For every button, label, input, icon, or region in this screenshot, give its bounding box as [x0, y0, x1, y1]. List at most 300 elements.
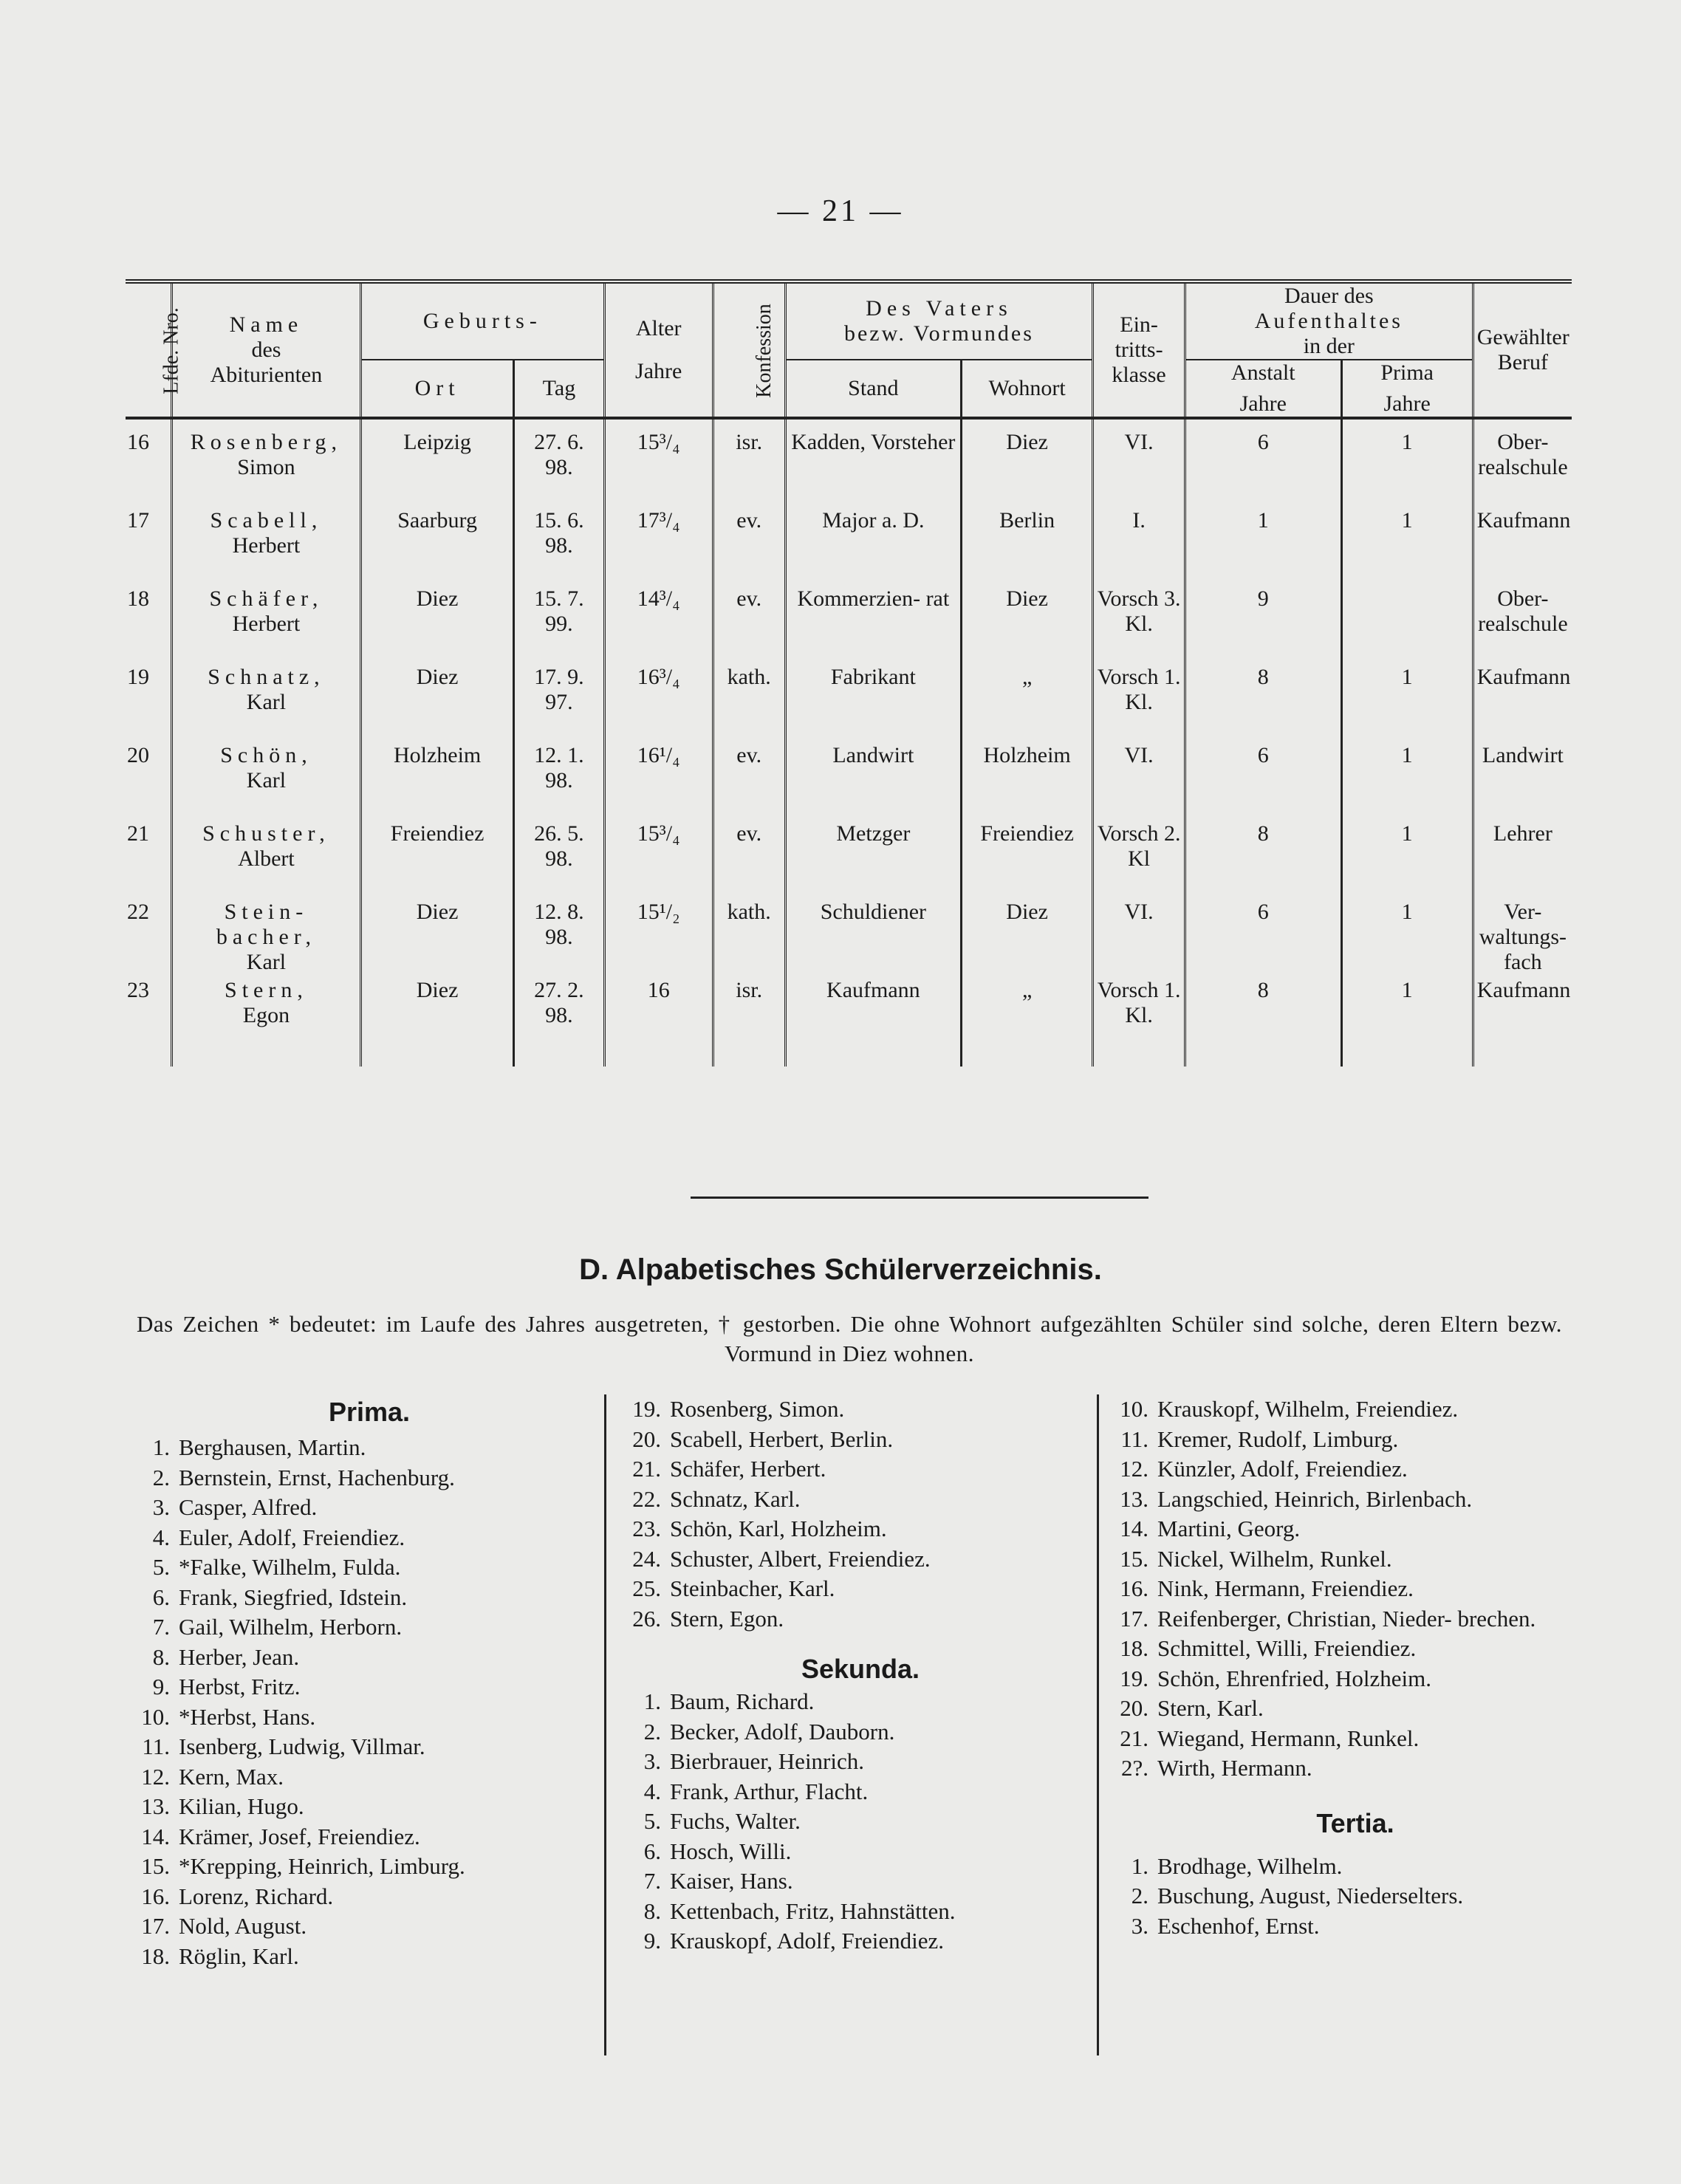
item-name: Steinbacher, Karl. — [670, 1575, 835, 1601]
header-konfession: Konfession — [713, 281, 785, 418]
table-row — [126, 665, 1572, 743]
list-item — [631, 1485, 1089, 1515]
cell-surname: Schuster, — [202, 821, 330, 846]
item-name: Isenberg, Ludwig, Villmar. — [179, 1733, 425, 1759]
item-name: Martini, Georg. — [1157, 1516, 1301, 1541]
item-name: Wirth, Hermann. — [1157, 1755, 1312, 1781]
item-name: Euler, Adolf, Freiendiez. — [179, 1524, 405, 1550]
item-number: 9. — [643, 1928, 661, 1954]
item-number: 16. — [1120, 1575, 1148, 1601]
item-name: Scabell, Herbert, Berlin. — [670, 1425, 894, 1452]
column-divider — [1097, 1394, 1099, 2055]
item-number: 3. — [643, 1748, 661, 1774]
cell-alter: 14³/₄ — [604, 586, 713, 665]
cell-alter: 15¹/₂ — [604, 900, 713, 978]
item-number: 15. — [1120, 1545, 1148, 1572]
item-name: Langschied, Heinrich, Birlenbach. — [1157, 1485, 1473, 1512]
cell-name — [171, 978, 360, 1067]
item-name: Frank, Siegfried, Idstein. — [179, 1584, 408, 1610]
list-item — [1119, 1911, 1592, 1942]
header-ort: Ort — [361, 360, 514, 418]
prima-heading: Prima. — [328, 1397, 411, 1427]
cell-name — [171, 418, 360, 508]
cell-prima: 1 — [1341, 665, 1473, 743]
item-number: 6. — [643, 1838, 661, 1864]
item-number: 5. — [152, 1554, 170, 1580]
cell-prima: 1 — [1341, 978, 1473, 1067]
item-number: 13. — [1120, 1485, 1148, 1512]
list-item — [631, 1514, 1089, 1544]
cell-stand: Schuldiener — [785, 900, 961, 978]
header-beruf: Gewählter Beruf — [1473, 281, 1572, 418]
item-name: Schön, Karl, Holzheim. — [670, 1516, 887, 1541]
item-number: 8. — [152, 1643, 170, 1670]
cell-tag: 12. 8. 98. — [514, 900, 605, 978]
list-item — [1119, 1514, 1592, 1544]
column-divider — [604, 1394, 606, 2055]
item-number: 9. — [152, 1674, 170, 1699]
cell-prima: 1 — [1341, 743, 1473, 821]
cell-tag: 27. 2. 98. — [514, 978, 605, 1067]
cell-nr: 23 — [127, 978, 149, 1002]
item-number: 6. — [152, 1584, 170, 1610]
list-item — [140, 1463, 583, 1493]
item-number: 2. — [1131, 1883, 1148, 1909]
cell-prima: 1 — [1341, 418, 1473, 508]
item-number: 4. — [643, 1778, 661, 1804]
cell-prima: 1 — [1341, 821, 1473, 900]
list-item — [631, 1747, 1089, 1777]
item-number: 21. — [1120, 1725, 1148, 1751]
item-name: Fuchs, Walter. — [670, 1808, 801, 1834]
item-name: Kremer, Rudolf, Limburg. — [1157, 1425, 1399, 1452]
item-number: 24. — [632, 1545, 661, 1572]
list-item — [1119, 1425, 1592, 1455]
item-number: 8. — [643, 1897, 661, 1924]
cell-stand: Major a. D. — [785, 508, 961, 586]
cell-alter: 16³/₄ — [604, 665, 713, 743]
list-item — [1119, 1753, 1592, 1784]
item-name: Kettenbach, Fritz, Hahnstätten. — [670, 1897, 956, 1924]
item-name: Krauskopf, Wilhelm, Freiendiez. — [1157, 1396, 1459, 1422]
cell-beruf: Lehrer — [1473, 821, 1572, 900]
cell-anstalt: 9 — [1185, 586, 1341, 665]
column-2 — [631, 1394, 1089, 1957]
list-item — [140, 1882, 583, 1912]
item-name: Herber, Jean. — [179, 1643, 300, 1670]
cell-stand: Fabrikant — [785, 665, 961, 743]
cell-ort: Holzheim — [361, 743, 514, 821]
item-number: 10. — [1120, 1396, 1148, 1422]
cell-firstname: Karl — [246, 768, 287, 793]
cell-eintritt: I. — [1093, 508, 1185, 586]
item-number: 16. — [141, 1883, 170, 1909]
cell-name — [171, 900, 360, 978]
cell-ort: Freiendiez — [361, 821, 514, 900]
list-item — [631, 1926, 1089, 1957]
cell-wohnort: Holzheim — [962, 743, 1093, 821]
section-divider — [691, 1197, 1148, 1199]
cell-beruf: Kaufmann — [1473, 665, 1572, 743]
cell-anstalt: 8 — [1185, 978, 1341, 1067]
list-item — [631, 1777, 1089, 1807]
item-name: Schuster, Albert, Freiendiez. — [670, 1545, 931, 1572]
list-item — [1119, 1881, 1592, 1911]
cell-surname: Schön, — [220, 743, 312, 767]
list-item — [140, 1672, 583, 1702]
item-number: 1. — [1131, 1852, 1148, 1879]
item-name: Schäfer, Herbert. — [670, 1456, 826, 1482]
item-name: *Falke, Wilhelm, Fulda. — [179, 1554, 401, 1580]
item-name: *Krepping, Heinrich, Limburg. — [179, 1853, 465, 1879]
item-name: Lorenz, Richard. — [179, 1883, 334, 1909]
item-name: Kaiser, Hans. — [670, 1868, 793, 1894]
section-title: D. Alpabetisches Schülerverzeichnis. — [579, 1253, 1102, 1286]
item-name: Eschenhof, Ernst. — [1157, 1912, 1320, 1939]
table-row — [126, 743, 1572, 821]
item-number: 17. — [141, 1913, 170, 1939]
cell-surname: Stern, — [225, 978, 308, 1002]
cell-surname: Scabell, — [210, 508, 323, 533]
item-name: Stern, Egon. — [670, 1605, 784, 1632]
list-item — [1119, 1852, 1592, 1882]
cell-firstname: Herbert — [232, 612, 301, 636]
item-name: Nold, August. — [179, 1913, 307, 1939]
list-item — [631, 1425, 1089, 1455]
cell-stand: Landwirt — [785, 743, 961, 821]
cell-wohnort: Diez — [962, 418, 1093, 508]
item-number: 10. — [141, 1703, 170, 1730]
cell-wohnort: Freiendiez — [962, 821, 1093, 900]
cell-alter: 16 — [604, 978, 713, 1067]
item-number: 2. — [643, 1718, 661, 1745]
cell-nr: 18 — [127, 586, 149, 611]
prima-list — [140, 1433, 583, 1971]
cell-nr: 19 — [127, 665, 149, 689]
cell-stand: Kommerzien- rat — [785, 586, 961, 665]
tertia-heading: Tertia. — [1316, 1807, 1394, 1838]
item-number: 7. — [643, 1868, 661, 1894]
item-number: 22. — [632, 1485, 661, 1512]
cell-anstalt: 8 — [1185, 665, 1341, 743]
cell-name — [171, 821, 360, 900]
cell-name — [171, 743, 360, 821]
sekunda-list — [631, 1687, 1089, 1957]
item-number: 19. — [632, 1396, 661, 1422]
cell-nr: 17 — [127, 508, 149, 533]
cell-konfession: kath. — [713, 900, 785, 978]
item-name: Kilian, Hugo. — [179, 1793, 304, 1819]
item-number: 20. — [632, 1425, 661, 1452]
item-number: 14. — [141, 1823, 170, 1849]
page-number: — 21 — — [777, 194, 904, 228]
cell-prima — [1341, 586, 1473, 665]
list-item — [1119, 1574, 1592, 1604]
item-number: 4. — [152, 1524, 170, 1550]
item-number: 2?. — [1120, 1755, 1148, 1781]
table-row — [126, 418, 1572, 508]
item-number: 14. — [1120, 1516, 1148, 1541]
cell-stand: Kadden, Vorsteher — [785, 418, 961, 508]
cell-konfession: isr. — [713, 418, 785, 508]
cell-ort: Diez — [361, 665, 514, 743]
cell-beruf: Ober- realschule — [1473, 418, 1572, 508]
list-item — [631, 1544, 1089, 1575]
list-item — [1119, 1634, 1592, 1664]
cell-wohnort: Diez — [962, 900, 1093, 978]
cell-surname: Rosenberg, — [190, 430, 343, 454]
list-item — [140, 1762, 583, 1793]
cell-nr: 22 — [127, 900, 149, 924]
column-1 — [140, 1394, 583, 1971]
item-name: Berghausen, Martin. — [179, 1434, 366, 1460]
cell-prima: 1 — [1341, 900, 1473, 978]
list-item — [631, 1807, 1089, 1837]
cell-ort: Diez — [361, 586, 514, 665]
header-eintritt: Ein- tritts- klasse — [1093, 281, 1185, 418]
cell-firstname: Herbert — [232, 533, 301, 558]
cell-tag: 15. 6. 98. — [514, 508, 605, 586]
header-wohnort: Wohnort — [962, 360, 1093, 418]
list-item — [631, 1454, 1089, 1485]
cell-name — [171, 665, 360, 743]
list-item — [1119, 1664, 1592, 1694]
prima-list-continued — [631, 1394, 1089, 1634]
cell-wohnort: „ — [962, 978, 1093, 1067]
item-number: 5. — [643, 1808, 661, 1834]
sekunda-heading: Sekunda. — [801, 1654, 920, 1684]
list-item — [1119, 1694, 1592, 1724]
table-row — [126, 821, 1572, 900]
item-number: 11. — [142, 1733, 170, 1759]
header-stand: Stand — [785, 360, 961, 418]
cell-tag: 26. 5. 98. — [514, 821, 605, 900]
list-item — [140, 1553, 583, 1583]
item-number: 7. — [152, 1614, 170, 1640]
list-item — [140, 1583, 583, 1613]
header-dauer: Dauer des Aufenthaltes in der — [1185, 281, 1473, 360]
header-nr: Lfde. Nro. — [126, 281, 171, 418]
item-name: Stern, Karl. — [1157, 1695, 1264, 1721]
cell-alter: 15³/₄ — [604, 418, 713, 508]
list-item — [1119, 1724, 1592, 1754]
list-item — [140, 1942, 583, 1972]
cell-anstalt: 1 — [1185, 508, 1341, 586]
list-item — [140, 1433, 583, 1463]
list-item — [140, 1911, 583, 1942]
item-name: Herbst, Fritz. — [179, 1674, 301, 1699]
header-geburts: Geburts- — [361, 281, 605, 360]
item-name: Krämer, Josef, Freiendiez. — [179, 1823, 420, 1849]
cell-wohnort: „ — [962, 665, 1093, 743]
cell-ort: Leipzig — [361, 418, 514, 508]
list-item — [631, 1604, 1089, 1634]
item-name: *Herbst, Hans. — [179, 1703, 316, 1730]
cell-surname: Schnatz, — [208, 665, 325, 689]
list-item — [140, 1852, 583, 1882]
item-name: Schnatz, Karl. — [670, 1485, 801, 1512]
table-row — [126, 586, 1572, 665]
item-name: Kern, Max. — [179, 1763, 284, 1790]
cell-anstalt: 6 — [1185, 743, 1341, 821]
item-name: Becker, Adolf, Dauborn. — [670, 1718, 895, 1745]
item-name: Wiegand, Hermann, Runkel. — [1157, 1725, 1420, 1751]
item-number: 17. — [1120, 1605, 1148, 1632]
item-name: Bernstein, Ernst, Hachenburg. — [179, 1464, 455, 1490]
list-item — [1119, 1604, 1592, 1634]
item-number: 11. — [1120, 1425, 1148, 1452]
item-name: Brodhage, Wilhelm. — [1157, 1852, 1343, 1879]
cell-anstalt: 8 — [1185, 821, 1341, 900]
item-number: 3. — [152, 1494, 170, 1520]
item-number: 2. — [152, 1464, 170, 1490]
cell-beruf: Kaufmann — [1473, 978, 1572, 1067]
cell-name — [171, 508, 360, 586]
item-number: 12. — [1120, 1456, 1148, 1482]
item-number: 21. — [632, 1456, 661, 1482]
item-number: 25. — [632, 1575, 661, 1601]
cell-wohnort: Diez — [962, 586, 1093, 665]
cell-nr: 21 — [127, 821, 149, 846]
item-number: 26. — [632, 1605, 661, 1632]
cell-surname: Stein- bacher, — [216, 900, 317, 949]
list-item — [140, 1702, 583, 1733]
cell-beruf: Ver- waltungs- fach — [1473, 900, 1572, 978]
item-name: Frank, Arthur, Flacht. — [670, 1778, 869, 1804]
header-prima: Prima Jahre — [1341, 360, 1473, 418]
cell-ort: Diez — [361, 900, 514, 978]
item-name: Baum, Richard. — [670, 1688, 815, 1714]
cell-konfession: ev. — [713, 821, 785, 900]
cell-name — [171, 586, 360, 665]
list-item — [631, 1574, 1089, 1604]
cell-alter: 15³/₄ — [604, 821, 713, 900]
cell-surname: Schäfer, — [209, 586, 323, 611]
item-number: 3. — [1131, 1912, 1148, 1939]
item-name: Schmittel, Willi, Freiendiez. — [1157, 1635, 1417, 1661]
cell-firstname: Simon — [237, 455, 295, 479]
list-item — [1119, 1485, 1592, 1515]
cell-stand: Metzger — [785, 821, 961, 900]
list-item — [140, 1612, 583, 1643]
item-number: 23. — [632, 1516, 661, 1541]
header-vater: Des Vaters bezw. Vormundes — [785, 281, 1093, 360]
item-name: Bierbrauer, Heinrich. — [670, 1748, 865, 1774]
cell-stand: Kaufmann — [785, 978, 961, 1067]
header-alter: Alter Jahre — [604, 281, 713, 418]
item-number: 13. — [141, 1793, 170, 1819]
item-name: Schön, Ehrenfried, Holzheim. — [1157, 1665, 1432, 1691]
list-item — [140, 1493, 583, 1523]
tertia-list — [1119, 1852, 1592, 1942]
cell-eintritt: Vorsch 1. Kl. — [1093, 978, 1185, 1067]
item-number: 18. — [141, 1942, 170, 1969]
cell-eintritt: Vorsch 1. Kl. — [1093, 665, 1185, 743]
list-item — [631, 1897, 1089, 1927]
item-name: Nickel, Wilhelm, Runkel. — [1157, 1545, 1392, 1572]
section-intro: Das Zeichen * bedeutet: im Laufe des Jahres ausgetreten, † gestorben. Die ohne Wohnort aufgezählten Schüler sind solche, deren Eltern bezw. Vormund in Diez wohnen. — [137, 1311, 1562, 1366]
header-name: Name des Abiturienten — [171, 281, 360, 418]
sekunda-list-continued — [1119, 1394, 1592, 1784]
cell-eintritt: VI. — [1093, 743, 1185, 821]
item-name: Hosch, Willi. — [670, 1838, 792, 1864]
item-number: 12. — [141, 1763, 170, 1790]
cell-eintritt: VI. — [1093, 418, 1185, 508]
item-name: Casper, Alfred. — [179, 1494, 318, 1520]
item-name: Nink, Hermann, Freiendiez. — [1157, 1575, 1414, 1601]
item-name: Künzler, Adolf, Freiendiez. — [1157, 1456, 1408, 1482]
cell-eintritt: Vorsch 3. Kl. — [1093, 586, 1185, 665]
cell-anstalt: 6 — [1185, 418, 1341, 508]
list-item — [140, 1822, 583, 1852]
cell-eintritt: Vorsch 2. Kl — [1093, 821, 1185, 900]
cell-tag: 12. 1. 98. — [514, 743, 605, 821]
item-number: 1. — [643, 1688, 661, 1714]
abiturienten-table — [126, 279, 1572, 1067]
list-item — [631, 1717, 1089, 1747]
item-number: 15. — [141, 1853, 170, 1879]
cell-konfession: kath. — [713, 665, 785, 743]
list-item — [1119, 1454, 1592, 1485]
list-item — [631, 1394, 1089, 1425]
cell-anstalt: 6 — [1185, 900, 1341, 978]
cell-tag: 15. 7. 99. — [514, 586, 605, 665]
item-name: Krauskopf, Adolf, Freiendiez. — [670, 1928, 945, 1954]
list-item — [631, 1837, 1089, 1867]
header-anstalt: Anstalt Jahre — [1185, 360, 1341, 418]
list-item — [1119, 1394, 1592, 1425]
cell-nr: 16 — [126, 418, 171, 508]
cell-firstname: Karl — [246, 950, 287, 974]
list-item — [1119, 1544, 1592, 1575]
item-number: 19. — [1120, 1665, 1148, 1691]
cell-beruf: Landwirt — [1473, 743, 1572, 821]
list-item — [140, 1643, 583, 1673]
table-row — [126, 978, 1572, 1067]
cell-alter: 17³/₄ — [604, 508, 713, 586]
item-name: Buschung, August, Niederselters. — [1157, 1883, 1464, 1909]
cell-konfession: ev. — [713, 586, 785, 665]
list-item — [140, 1523, 583, 1553]
cell-konfession: ev. — [713, 508, 785, 586]
cell-wohnort: Berlin — [962, 508, 1093, 586]
header-tag: Tag — [514, 360, 605, 418]
cell-konfession: ev. — [713, 743, 785, 821]
item-number: 18. — [1120, 1635, 1148, 1661]
item-name: Gail, Wilhelm, Herborn. — [179, 1614, 403, 1640]
item-name: Reifenberger, Christian, Nieder- brechen. — [1157, 1605, 1536, 1632]
cell-nr: 20 — [127, 743, 149, 767]
list-item — [140, 1732, 583, 1762]
cell-eintritt: VI. — [1093, 900, 1185, 978]
cell-tag: 17. 9. 97. — [514, 665, 605, 743]
cell-firstname: Egon — [242, 1003, 290, 1027]
cell-prima: 1 — [1341, 508, 1473, 586]
cell-ort: Diez — [361, 978, 514, 1067]
cell-alter: 16¹/₄ — [604, 743, 713, 821]
cell-firstname: Albert — [238, 846, 295, 871]
item-name: Rosenberg, Simon. — [670, 1396, 845, 1422]
item-name: Röglin, Karl. — [179, 1942, 299, 1969]
list-item — [631, 1687, 1089, 1717]
cell-beruf: Kaufmann — [1473, 508, 1572, 586]
list-item — [140, 1792, 583, 1822]
item-number: 1. — [152, 1434, 170, 1460]
table-row — [126, 900, 1572, 978]
cell-konfession: isr. — [713, 978, 785, 1067]
column-3 — [1119, 1394, 1592, 1941]
cell-ort: Saarburg — [361, 508, 514, 586]
